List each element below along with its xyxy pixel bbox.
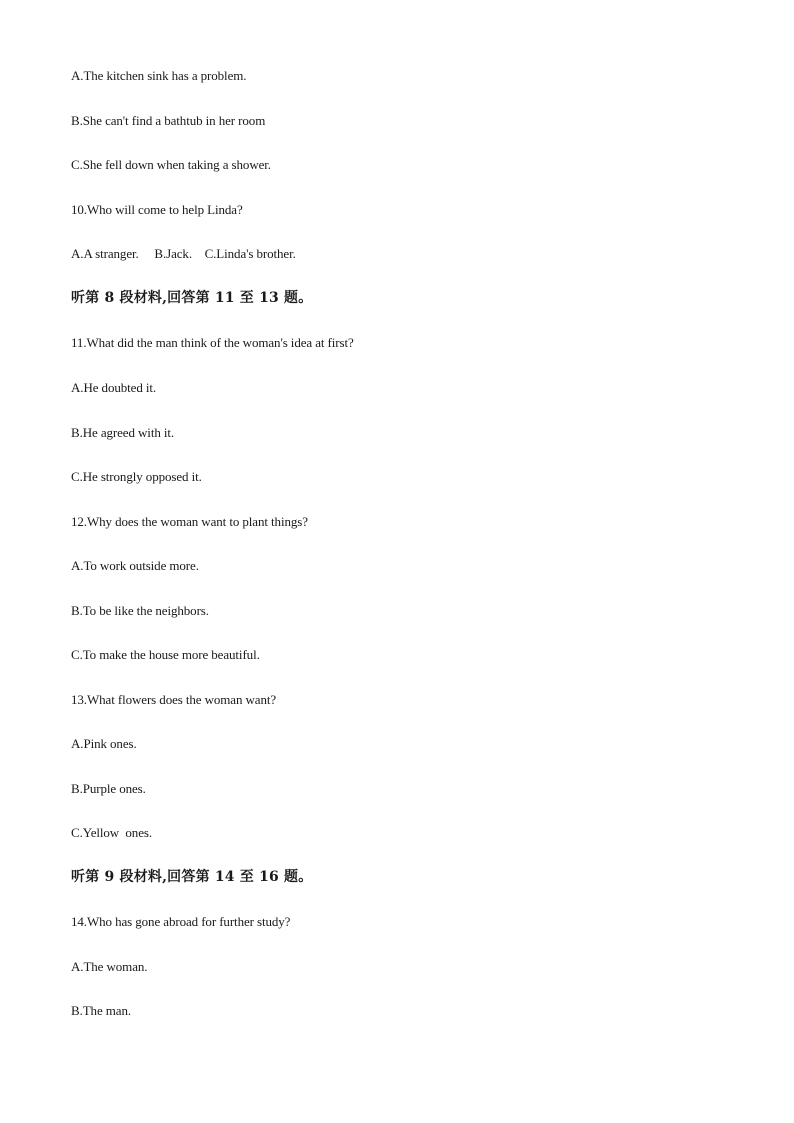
q14-option-b: B.The man. bbox=[71, 1003, 132, 1018]
q9-option-b: B.She can't find a bathtub in her room bbox=[71, 113, 266, 128]
q13-option-c: C.Yellow ones. bbox=[71, 825, 152, 840]
question-11: 11.What did the man think of the woman's idea at first? bbox=[71, 335, 354, 350]
question-13: 13.What flowers does the woman want? bbox=[71, 692, 277, 707]
q13-option-b: B.Purple ones. bbox=[71, 781, 146, 796]
q12-option-c: C.To make the house more beautiful. bbox=[71, 647, 260, 662]
section-heading-9: 听第 9 段材料,回答第 14 至 16 题。 bbox=[71, 869, 313, 885]
section-heading-8: 听第 8 段材料,回答第 11 至 13 题。 bbox=[71, 290, 313, 306]
q9-option-a: A.The kitchen sink has a problem. bbox=[71, 68, 247, 83]
q11-option-c: C.He strongly opposed it. bbox=[71, 469, 202, 484]
q9-option-c: C.She fell down when taking a shower. bbox=[71, 157, 271, 172]
q12-option-a: A.To work outside more. bbox=[71, 558, 199, 573]
q12-option-b: B.To be like the neighbors. bbox=[71, 603, 209, 618]
q13-option-a: A.Pink ones. bbox=[71, 736, 137, 751]
q11-option-a: A.He doubted it. bbox=[71, 380, 157, 395]
q10-options: A.A stranger. B.Jack. C.Linda's brother. bbox=[71, 246, 296, 261]
q14-option-a: A.The woman. bbox=[71, 959, 148, 974]
question-14: 14.Who has gone abroad for further study? bbox=[71, 914, 291, 929]
q11-option-b: B.He agreed with it. bbox=[71, 425, 175, 440]
question-10: 10.Who will come to help Linda? bbox=[71, 202, 243, 217]
question-12: 12.Why does the woman want to plant things? bbox=[71, 514, 308, 529]
